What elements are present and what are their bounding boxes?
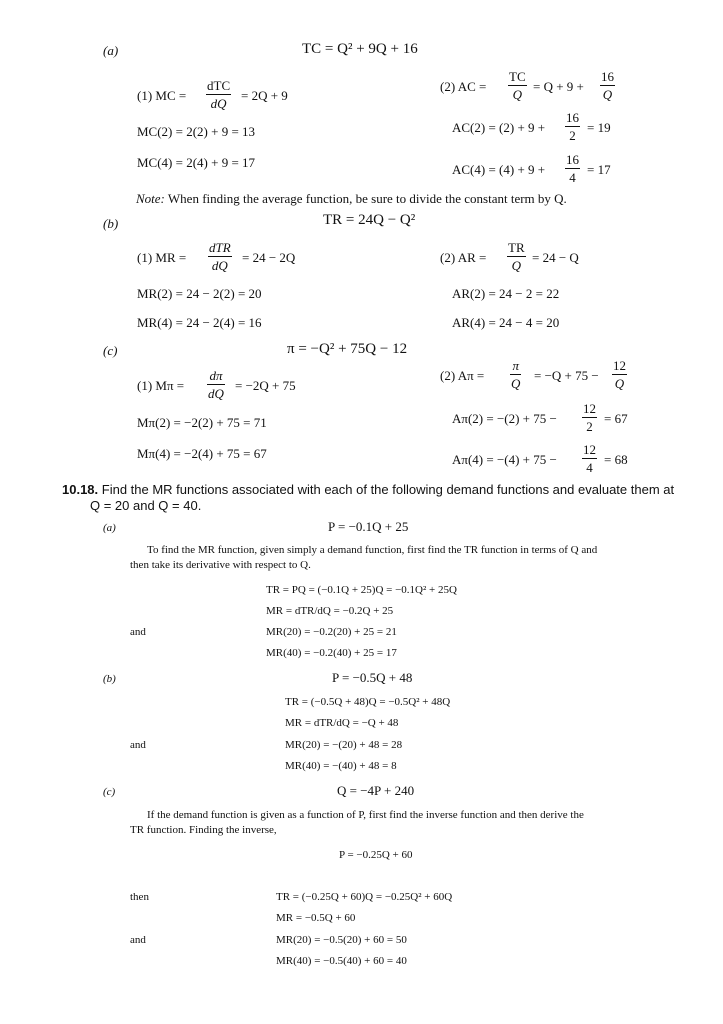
api-at-4-left: Aπ(4) = −(4) + 75 −	[452, 452, 557, 467]
p-b-and: and	[130, 739, 146, 751]
api2-denominator: 2	[582, 417, 597, 433]
part-a-label: (a)	[103, 43, 119, 58]
p-c-explain-2: TR function. Finding the inverse,	[130, 824, 277, 836]
api-denominator: Q	[511, 376, 521, 391]
p-a-mr20: MR(20) = −0.2(20) + 25 = 21	[266, 626, 397, 638]
p-a-mr: MR = dTR/dQ = −0.2Q + 25	[266, 605, 394, 617]
api-prefix: (2) Aπ =	[440, 368, 485, 383]
note-text: When finding the average function, be sure to divide the constant term by Q.	[164, 191, 567, 206]
p-b-mr20: MR(20) = −(20) + 48 = 28	[285, 739, 403, 751]
note	[136, 192, 567, 205]
ac2-denominator: 2	[565, 126, 580, 142]
ac-prefix: (2) AC =	[440, 79, 487, 94]
p-c-explain-1: If the demand function is given as a function of P, first find the inverse function and then derive the	[147, 809, 584, 821]
mr-numerator: dTR	[209, 240, 231, 255]
tc-equation: TC = Q² + 9Q + 16	[302, 41, 418, 57]
api-numerator: π	[512, 358, 519, 373]
ac-at-4-left: AC(4) = (4) + 9 +	[452, 162, 546, 177]
p-c-label: (c)	[103, 786, 116, 798]
mpi-rhs: = −2Q + 75	[235, 378, 296, 393]
ar-prefix: (2) AR =	[440, 250, 487, 265]
p-a-demand: P = −0.1Q + 25	[328, 519, 409, 534]
p-c-tr: TR = (−0.25Q + 60)Q = −0.25Q² + 60Q	[276, 891, 453, 903]
ac-at-4-right: = 17	[587, 162, 611, 177]
mpi-numerator: dπ	[209, 368, 223, 383]
mc-at-2: MC(2) = 2(2) + 9 = 13	[137, 124, 256, 139]
api-fraction	[510, 359, 521, 390]
profit-equation: π = −Q² + 75Q − 12	[287, 341, 408, 357]
api-at-2-fraction	[582, 402, 597, 433]
mc-denominator: dQ	[206, 94, 231, 110]
mpi-at-4: Mπ(4) = −2(4) + 75 = 67	[137, 446, 267, 461]
api4-denominator: 4	[582, 458, 597, 474]
api-const-denominator: Q	[612, 374, 627, 390]
ac-constant-fraction	[600, 70, 615, 101]
p-c-and: and	[130, 934, 146, 946]
mc-numerator: dTC	[207, 78, 231, 93]
p-c-demand: Q = −4P + 240	[337, 783, 415, 798]
ac-at-4-fraction	[565, 153, 580, 184]
ar-fraction	[507, 241, 526, 272]
ac-fraction	[508, 70, 527, 101]
mpi-prefix: (1) Mπ =	[137, 378, 185, 393]
p-a-and: and	[130, 626, 146, 638]
p-a-explain-2: then take its derivative with respect to Q.	[130, 559, 311, 571]
ar-denominator: Q	[507, 256, 526, 272]
mc-at-4: MC(4) = 2(4) + 9 = 17	[137, 155, 256, 170]
ac4-numerator: 16	[566, 152, 579, 167]
problem-statement-line1	[62, 483, 674, 496]
p-a-mr40: MR(40) = −0.2(40) + 25 = 17	[266, 647, 397, 659]
ac-const-denominator: Q	[600, 85, 615, 101]
part-b-label: (b)	[103, 216, 119, 231]
problem-text-1: Find the MR functions associated with each of the following demand functions and evaluate them at	[98, 482, 675, 497]
api-const-numerator: 12	[613, 358, 626, 373]
ac-const-numerator: 16	[601, 69, 614, 84]
mpi-at-2: Mπ(2) = −2(2) + 75 = 71	[137, 415, 267, 430]
ac-at-2-left: AC(2) = (2) + 9 +	[452, 120, 546, 135]
mr-at-2: MR(2) = 24 − 2(2) = 20	[137, 286, 262, 301]
api-constant-fraction	[612, 359, 627, 390]
ac-at-2-right: = 19	[587, 120, 611, 135]
ac-middle: = Q + 9 +	[533, 79, 584, 94]
api-at-4-right: = 68	[604, 452, 628, 467]
mr-prefix: (1) MR =	[137, 250, 187, 265]
api-at-4-fraction	[582, 443, 597, 474]
p-b-demand: P = −0.5Q + 48	[332, 670, 413, 685]
ac-denominator: Q	[508, 85, 527, 101]
mr-derivative-fraction	[208, 241, 232, 272]
ar-at-4: AR(4) = 24 − 4 = 20	[452, 315, 560, 330]
api4-numerator: 12	[583, 442, 596, 457]
mr-rhs: = 24 − 2Q	[242, 250, 296, 265]
ar-at-2: AR(2) = 24 − 2 = 22	[452, 286, 560, 301]
api2-numerator: 12	[583, 401, 596, 416]
mpi-denominator: dQ	[208, 386, 224, 401]
ac-numerator: TC	[509, 69, 526, 84]
p-b-mr40: MR(40) = −(40) + 48 = 8	[285, 760, 397, 772]
tr-equation: TR = 24Q − Q²	[323, 212, 416, 228]
part-c-label: (c)	[103, 343, 118, 358]
ac2-numerator: 16	[566, 110, 579, 125]
api-at-2-right: = 67	[604, 411, 628, 426]
mc-derivative-fraction	[206, 79, 231, 110]
p-c-then: then	[130, 891, 149, 903]
mr-denominator: dQ	[208, 256, 232, 272]
mc-rhs: = 2Q + 9	[241, 88, 288, 103]
p-b-mr: MR = dTR/dQ = −Q + 48	[285, 717, 399, 729]
ar-rhs: = 24 − Q	[532, 250, 579, 265]
mr-at-4: MR(4) = 24 − 2(4) = 16	[137, 315, 262, 330]
mpi-derivative-fraction	[207, 369, 225, 400]
ac4-denominator: 4	[565, 168, 580, 184]
problem-statement-line2: Q = 20 and Q = 40.	[90, 498, 202, 513]
p-a-explain-1: To find the MR function, given simply a demand function, first find the TR function in terms of Q and	[147, 544, 598, 556]
p-c-mr20: MR(20) = −0.5(20) + 60 = 50	[276, 934, 407, 946]
p-c-mr: MR = −0.5Q + 60	[276, 912, 356, 924]
ar-numerator: TR	[508, 240, 525, 255]
api-at-2-left: Aπ(2) = −(2) + 75 −	[452, 411, 557, 426]
p-b-tr: TR = (−0.5Q + 48)Q = −0.5Q² + 48Q	[285, 696, 451, 708]
p-c-mr40: MR(40) = −0.5(40) + 60 = 40	[276, 955, 407, 967]
ac-at-2-fraction	[565, 111, 580, 142]
note-label: Note:	[136, 191, 165, 206]
problem-number: 10.18.	[62, 482, 99, 497]
mc-prefix: (1) MC =	[137, 88, 187, 103]
p-a-label: (a)	[103, 522, 116, 534]
p-b-label: (b)	[103, 673, 116, 685]
p-c-inverse: P = −0.25Q + 60	[339, 849, 413, 861]
api-middle: = −Q + 75 −	[534, 368, 599, 383]
p-a-tr: TR = PQ = (−0.1Q + 25)Q = −0.1Q² + 25Q	[266, 584, 457, 596]
